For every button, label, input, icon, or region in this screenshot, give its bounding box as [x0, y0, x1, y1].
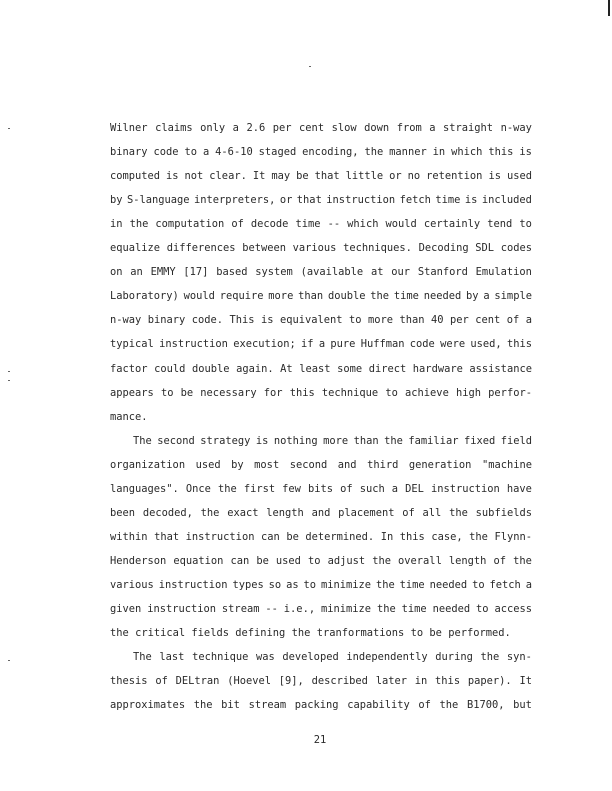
page-number: 21 [313, 734, 327, 746]
text-line: been decoded, the exact length and placement of all the subfields [110, 506, 532, 519]
text-line: various instruction types so as to minimize the time needed to fetch a [110, 578, 532, 591]
text-line: organization used by most second and third generation "machine [110, 458, 532, 471]
scan-speck [8, 371, 10, 372]
text-line: within that instruction can be determined. In this case, the Flynn- [110, 530, 532, 543]
scan-speck [309, 66, 311, 67]
text-line: binary code to a 4-6-10 staged encoding, the manner in which this is [110, 146, 532, 159]
text-line: by S-language interpreters, or that instruction fetch time is included [110, 194, 532, 207]
text-line: mance. [110, 410, 148, 423]
scan-edge-mark [608, 0, 610, 16]
text-line: in the computation of decode time -- which would certainly tend to [110, 218, 532, 231]
text-line: on an EMMY [17] based system (available at our Stanford Emulation [110, 266, 532, 279]
scan-speck [8, 128, 10, 129]
text-line: typical instruction execution; if a pure Huffman code were used, this [110, 338, 532, 351]
text-line: the critical fields defining the tranformations to be performed. [110, 627, 511, 640]
text-line: appears to be necessary for this technique to achieve high perfor- [110, 386, 532, 399]
text-line: approximates the bit stream packing capability of the B1700, but [110, 699, 532, 712]
text-line: Wilner claims only a 2.6 per cent slow down from a straight n-way [110, 122, 532, 134]
text-line: languages". Once the first few bits of such a DEL instruction have [110, 482, 532, 495]
text-line: thesis of DELtran (Hoevel [9], described later in this paper). It [110, 675, 532, 688]
text-line: given instruction stream -- i.e., minimize the time needed to access [110, 603, 532, 615]
scan-speck [8, 660, 10, 661]
text-line: computed is not clear. It may be that little or no retention is used [110, 170, 532, 183]
scan-speck [8, 380, 10, 381]
text-line: Laboratory) would require more than double the time needed by a simple [110, 290, 532, 303]
text-line: factor could double again. At least some direct hardware assistance [110, 362, 532, 375]
text-line: Henderson equation can be used to adjust the overall length of the [110, 554, 532, 567]
text-line: n-way binary code. This is equivalent to more than 40 per cent of a [110, 314, 532, 327]
text-line: The last technique was developed independently during the syn- [133, 651, 532, 664]
text-line: equalize differences between various techniques. Decoding SDL codes [110, 242, 532, 255]
text-line: The second strategy is nothing more than the familiar fixed field [133, 434, 532, 447]
